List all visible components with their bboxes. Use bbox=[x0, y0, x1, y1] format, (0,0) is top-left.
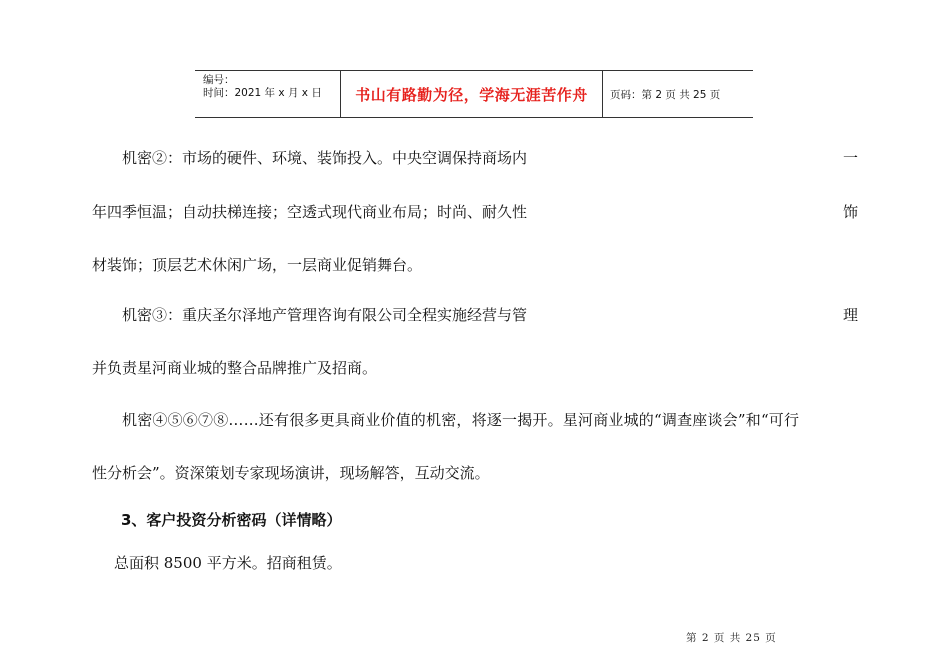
motto: 书山有路勤为径，学海无涯苦作舟 bbox=[341, 71, 603, 117]
text-segment: 年四季恒温；自动扶梯连接；空透式现代商业布局；时尚、耐久性 bbox=[92, 203, 528, 221]
paragraph-line: 总面积 8500 平方米。招商租赁。 bbox=[114, 554, 342, 572]
text-segment: 饰 bbox=[842, 203, 858, 221]
paragraph-line: 材装饰；顶层艺术休闲广场，一层商业促销舞台。 bbox=[92, 256, 423, 274]
text-segment: 机密③：重庆圣尔泽地产管理咨询有限公司全程实施经营与管 bbox=[122, 306, 528, 324]
header-table bbox=[195, 70, 753, 118]
number-label: 编号： bbox=[203, 74, 235, 86]
text-segment: 理 bbox=[842, 306, 858, 324]
text-segment: 机密②：市场的硬件、环境、装饰投入。中央空调保持商场内 bbox=[122, 149, 528, 167]
paragraph-line: 机密④⑤⑥⑦⑧……还有很多更具商业价值的机密，将逐一揭开。星河商业城的“调查座谈会”和“可行 bbox=[122, 411, 800, 429]
time-label: 时间：2021 年 x 月 x 日 bbox=[203, 87, 322, 99]
paragraph-line: 并负责星河商业城的整合品牌推广及招商。 bbox=[92, 359, 378, 377]
paragraph-line bbox=[92, 202, 858, 222]
page-footer: 第 2 页 共 25 页 bbox=[686, 632, 777, 644]
paragraph-line: 性分析会”。资深策划专家现场演讲，现场解答，互动交流。 bbox=[92, 464, 490, 482]
header-meta-cell bbox=[195, 71, 341, 117]
page-info: 页码：第 2 页 共 25 页 bbox=[610, 88, 721, 101]
section-heading: 3、客户投资分析密码（详情略） bbox=[121, 511, 342, 529]
paragraph-line bbox=[92, 305, 858, 325]
paragraph-line bbox=[92, 148, 858, 168]
text-segment: 一 bbox=[842, 149, 858, 167]
